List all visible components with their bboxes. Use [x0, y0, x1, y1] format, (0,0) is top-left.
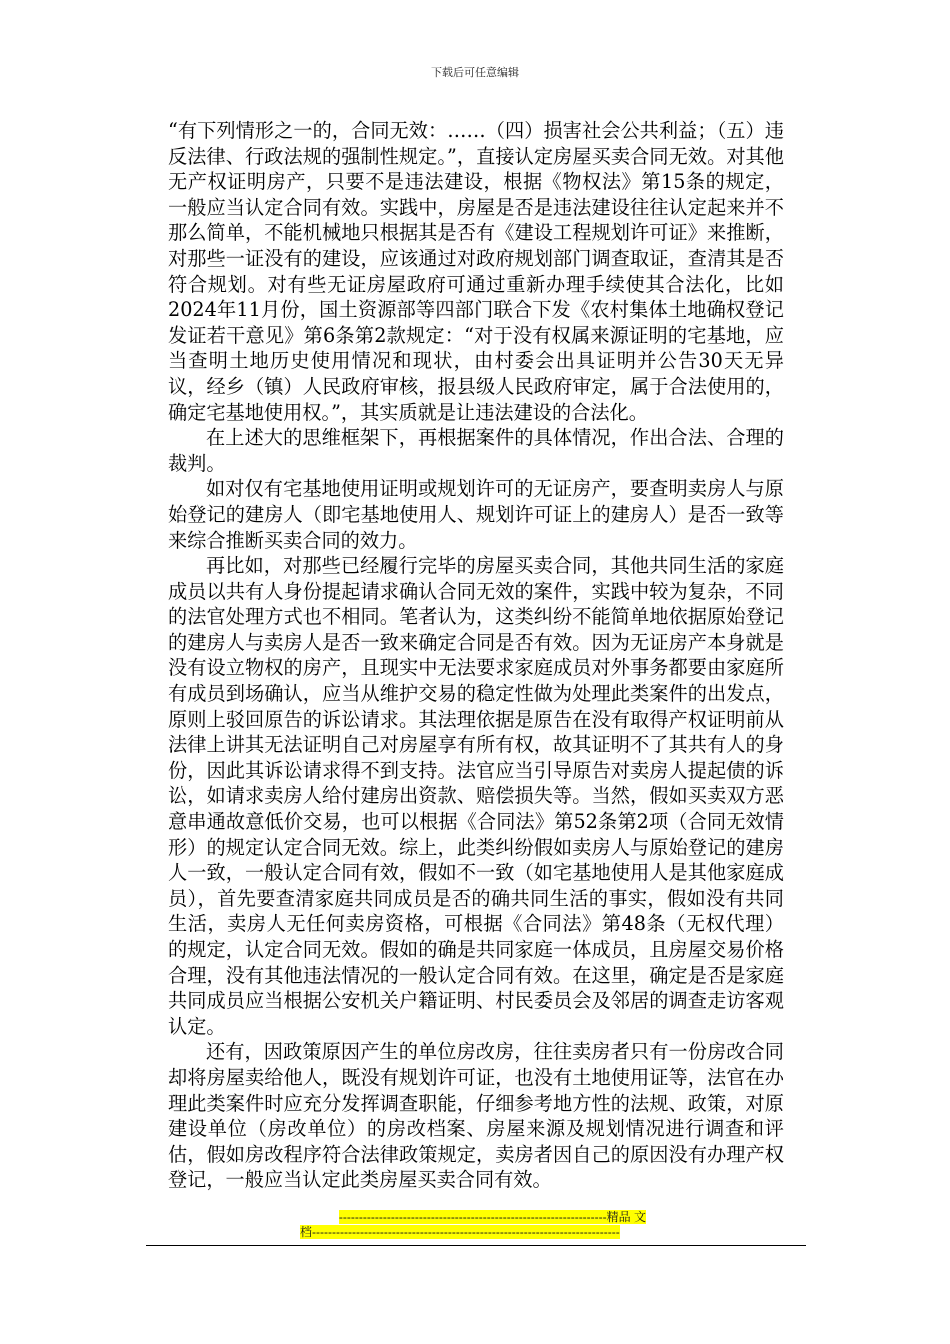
footer-banner-text-1: -------------------------------------------------------------------精品 文 — [338, 1210, 646, 1224]
footer-divider — [146, 1245, 806, 1246]
page-header: 下载后可任意编辑 — [431, 66, 519, 79]
document-body — [168, 118, 784, 1193]
footer-banner — [300, 1210, 650, 1240]
footer-banner-text-2: 档----------------------------------------------------------------------------- — [300, 1225, 620, 1239]
paragraph-1: “有下列情形之一的，合同无效：……（四）损害社会公共利益；（五）违反法律、行政法规的强制性规定。”，直接认定房屋买卖合同无效。对其他无产权证明房产，只要不是违法建设，根据《物权法》第15条的规定，一般应当认定合同有效。实践中，房屋是否是违法建设往往认定起来并不那么简单，不能机械地只根据其是否有《建设工程规划许可证》来推断，对那些一证没有的建设，应该通过对政府规划部门调查取证，查清其是否符合规划。对有些无证房屋政府可通过重新办理手续使其合法化，比如2024年11月份，国土资源部等四部门联合下发《农村集体土地确权登记发证若干意见》第6条第2款规定：“对于没有权属来源证明的宅基地，应当查明土地历史使用情况和现状，由村委会出具证明并公告30天无异议，经乡（镇）人民政府审核，报县级人民政府审定，属于合法使用的，确定宅基地使用权。”，其实质就是让违法建设的合法化。 — [168, 119, 784, 424]
paragraph-5: 还有，因政策原因产生的单位房改房，往往卖房者只有一份房改合同却将房屋卖给他人，既没有规划许可证，也没有土地使用证等，法官在办理此类案件时应充分发挥调查职能，仔细参考地方性的法规、政策，对原建设单位（房改单位）的房改档案、房屋来源及规划情况进行调查和评估，假如房改程序符合法律政策规定，卖房者因自己的原因没有办理产权登记，一般应当认定此类房屋买卖合同有效。 — [168, 1040, 784, 1192]
paragraph-3: 如对仅有宅基地使用证明或规划许可的无证房产，要查明卖房人与原始登记的建房人（即宅基地使用人、规划许可证上的建房人）是否一致等来综合推断买卖合同的效力。 — [168, 477, 784, 552]
paragraph-2: 在上述大的思维框架下，再根据案件的具体情况，作出合法、合理的裁判。 — [168, 426, 784, 475]
footer-banner-line-2 — [300, 1225, 650, 1240]
paragraph-4: 再比如，对那些已经履行完毕的房屋买卖合同，其他共同生活的家庭成员以共有人身份提起请求确认合同无效的案件，实践中较为复杂，不同的法官处理方式也不相同。笔者认为，这类纠纷不能简单地依据原始登记的建房人与卖房人是否一致来确定合同是否有效。因为无证房产本身就是没有设立物权的房产，且现实中无法要求家庭成员对外事务都要由家庭所有成员到场确认，应当从维护交易的稳定性做为处理此类案件的出发点，原则上驳回原告的诉讼请求。其法理依据是原告在没有取得产权证明前从法律上讲其无法证明自己对房屋享有所有权，故其证明不了其共有人的身份，因此其诉讼请求得不到支持。法官应当引导原告对卖房人提起债的诉讼，如请求卖房人给付建房出资款、赔偿损失等。当然，假如买卖双方恶意串通故意低价交易，也可以根据《合同法》第52条第2项（合同无效情形）的规定认定合同无效。综上，此类纠纷假如卖房人与原始登记的建房人一致，一般认定合同有效，假如不一致（如宅基地使用人是其他家庭成员），首先要查清家庭共同成员是否的确共同生活的事实，假如没有共同生活，卖房人无任何卖房资格，可根据《合同法》第48条（无权代理）的规定，认定合同无效。假如的确是共同家庭一体成员，且房屋交易价格合理，没有其他违法情况的一般认定合同有效。在这里，确定是否是家庭共同成员应当根据公安机关户籍证明、村民委员会及邻居的调查走访客观认定。 — [168, 554, 784, 1038]
footer-banner-line-1 — [300, 1210, 650, 1225]
